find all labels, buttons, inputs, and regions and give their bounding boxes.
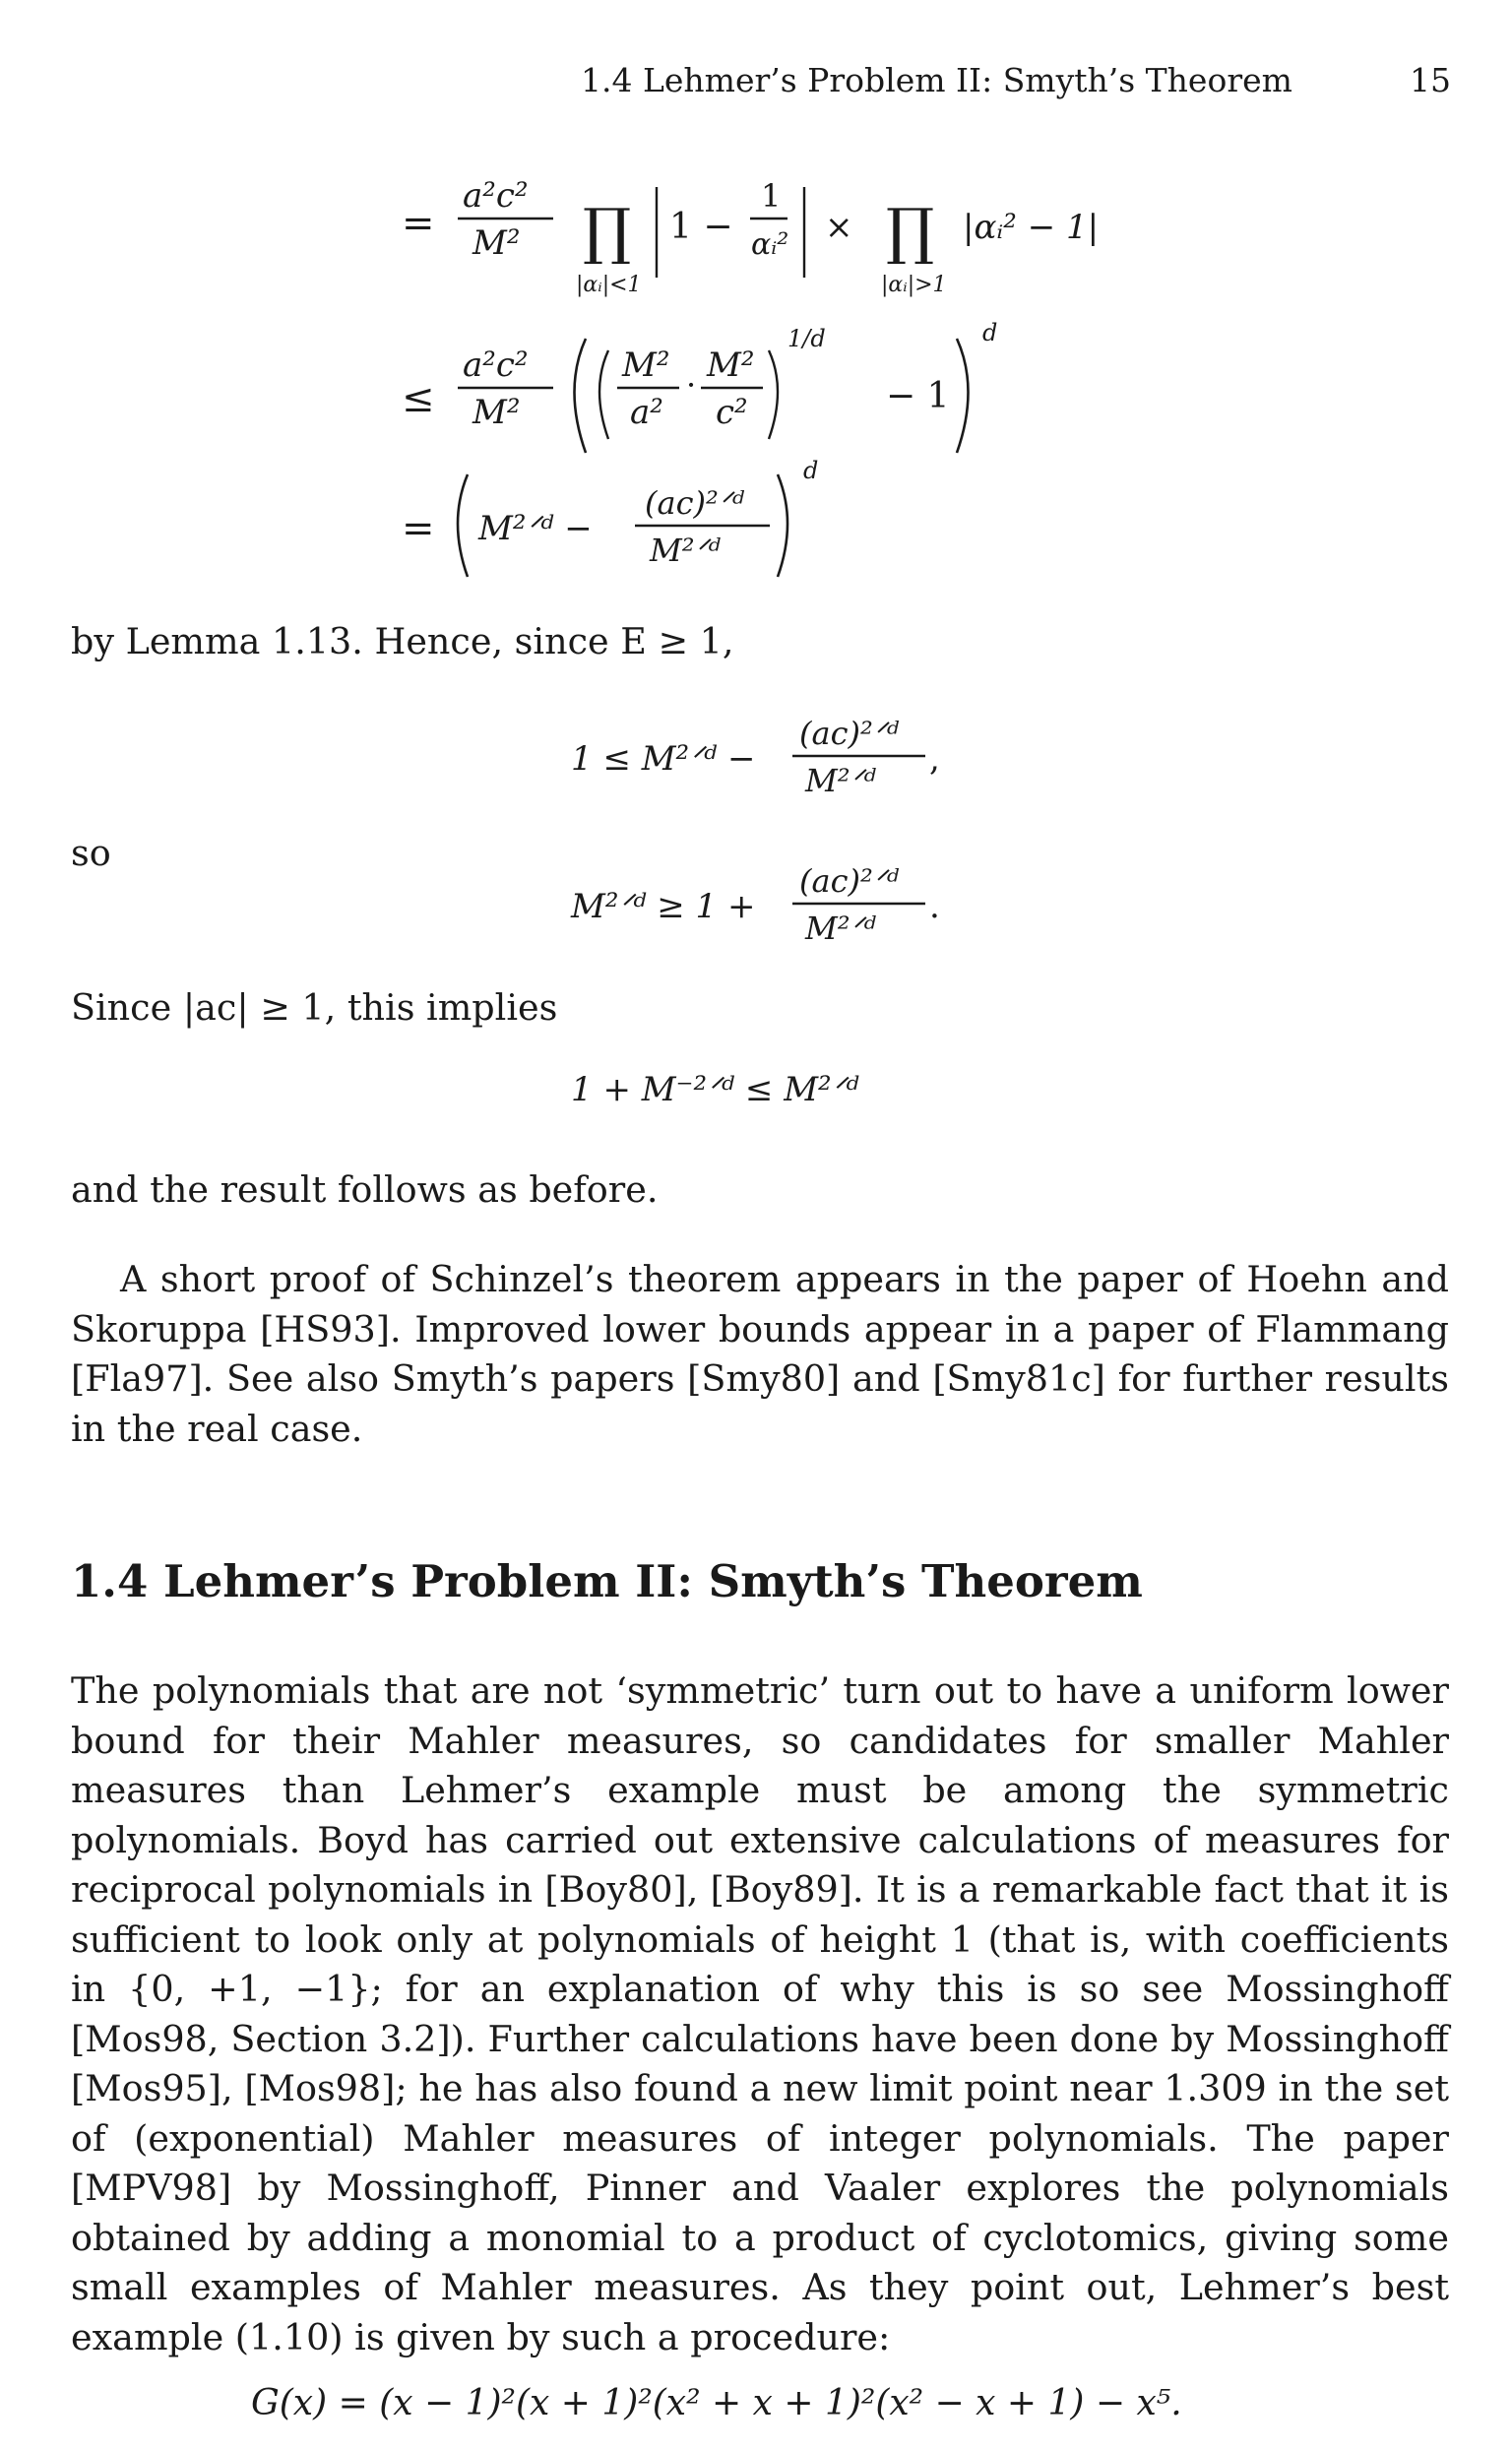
eq1-fraction-denominator: αᵢ²: [751, 227, 789, 262]
eq2-b-denominator: c²: [716, 393, 748, 432]
eq1-denominator: M²: [472, 223, 521, 263]
eq4-lead: 1 ≤ M²ᐟᵈ −: [571, 739, 756, 779]
eq2-a-denominator: a²: [630, 393, 663, 432]
eq3-exponent: d: [803, 457, 819, 484]
eq4-numerator: (ac)²ᐟᵈ: [799, 715, 900, 752]
equation-block-middle: [0, 699, 1512, 1112]
result-follows-line: and the result follows as before.: [71, 1168, 659, 1211]
svg-text:1 −: 1 −: [669, 207, 733, 247]
eq2-denominator: M²: [472, 393, 521, 432]
svg-text:=: =: [402, 506, 435, 551]
svg-text:1: 1: [761, 177, 782, 215]
eq2-outer-exponent: d: [982, 319, 998, 346]
eq2-inner-exponent: 1/d: [788, 325, 826, 352]
by-lemma-line: by Lemma 1.13. Hence, since E ≥ 1,: [71, 620, 734, 662]
svg-text:.: .: [929, 887, 940, 926]
eq3-lead: M²ᐟᵈ −: [478, 509, 593, 548]
svg-text:− 1: − 1: [886, 376, 950, 416]
eq5-lead: M²ᐟᵈ ≥ 1 +: [571, 887, 756, 926]
eq3-denominator: M²ᐟᵈ: [650, 532, 721, 569]
paragraph-smyth-text: The polynomials that are not ‘symmetric’ turn out to have a uniform lower bound for their Mahler measures, so candidates for smaller Mahler measures than Lehmer’s example must be among the symmetric polynomials. Boyd has carried out extensive calculations of measures for reciprocal polynomials in [Boy80], [Boy89]. It is a remarkable fact that it is sufficient to look only at polynomials of height 1 (that is, with coefficients in {0, +1, −1}; for an explanation of why this is so see Mossinghoff [Mos98, Section 3.2]). Further calculations have been done by Mossinghoff [Mos95], [Mos98]; he has also found a new limit point near 1.309 in the set of (exponential) Mahler measures of integer polynomials. The paper [MPV98] by Mossinghoff, Pinner and Vaaler explores the polynomials obtained by adding a monomial to a product of cyclotomics, giving some small examples of Mahler measures. As they point out, Lehmer’s best example (1.10) is given by such a procedure:: [71, 1669, 1449, 2358]
product-sign: ∏: [583, 195, 632, 267]
eq5-numerator: (ac)²ᐟᵈ: [799, 862, 900, 900]
eq6: 1 + M⁻²ᐟᵈ ≤ M²ᐟᵈ: [571, 1070, 859, 1109]
eq1-product-subscript: |αᵢ|<1: [576, 273, 642, 297]
equation-line-6: [571, 1070, 859, 1109]
eq7: G(x) = (x − 1)²(x + 1)²(x² + x + 1)²(x² − x + 1) − x⁵.: [251, 2383, 1182, 2423]
svg-text:≤: ≤: [402, 376, 435, 421]
eq2-a-numerator: M²: [622, 346, 670, 385]
equation-block-top: [0, 148, 1512, 610]
equation-line-5: [570, 862, 940, 947]
eq4-denominator: M²ᐟᵈ: [805, 762, 876, 799]
equation-line-2: [402, 319, 997, 453]
eq1-numerator: a²c²: [463, 176, 529, 216]
eq1-product-subscript-2: |αᵢ|>1: [881, 273, 947, 297]
svg-text:=: =: [402, 201, 435, 246]
running-head: 1.4 Lehmer’s Problem II: Smyth’s Theorem: [581, 61, 1292, 99]
section-heading: 1.4 Lehmer’s Problem II: Smyth’s Theorem: [71, 1555, 1143, 1607]
equation-line-3: [402, 457, 818, 577]
equation-line-4: [571, 715, 940, 799]
so-line: so: [71, 832, 111, 874]
paragraph-smyth: [71, 1666, 1449, 2362]
svg-text:×: ×: [825, 208, 853, 247]
page-number: 15: [1410, 61, 1451, 99]
eq5-denominator: M²ᐟᵈ: [805, 910, 876, 947]
since-ac-line: Since |ac| ≥ 1, this implies: [71, 986, 558, 1029]
eq2-numerator: a²c²: [463, 346, 529, 385]
svg-text:·: ·: [686, 366, 697, 404]
eq1-tail: |αᵢ² − 1|: [963, 208, 1100, 247]
equation-block-bottom: [0, 2367, 1512, 2436]
paragraph-schinzel-text: A short proof of Schinzel’s theorem appears in the paper of Hoehn and Skoruppa [HS93]. Improved lower bounds appear in a paper of Flammang [Fla97]. See also Smyth’s papers [Smy80] and [Smy81c] for further results in the real case.: [71, 1258, 1449, 1450]
eq2-b-numerator: M²: [707, 346, 755, 385]
product-sign-2: ∏: [886, 195, 935, 267]
svg-text:,: ,: [929, 739, 940, 779]
eq3-numerator: (ac)²ᐟᵈ: [645, 484, 745, 522]
paragraph-schinzel: [71, 1255, 1449, 1454]
equation-line-1: [402, 176, 1099, 297]
